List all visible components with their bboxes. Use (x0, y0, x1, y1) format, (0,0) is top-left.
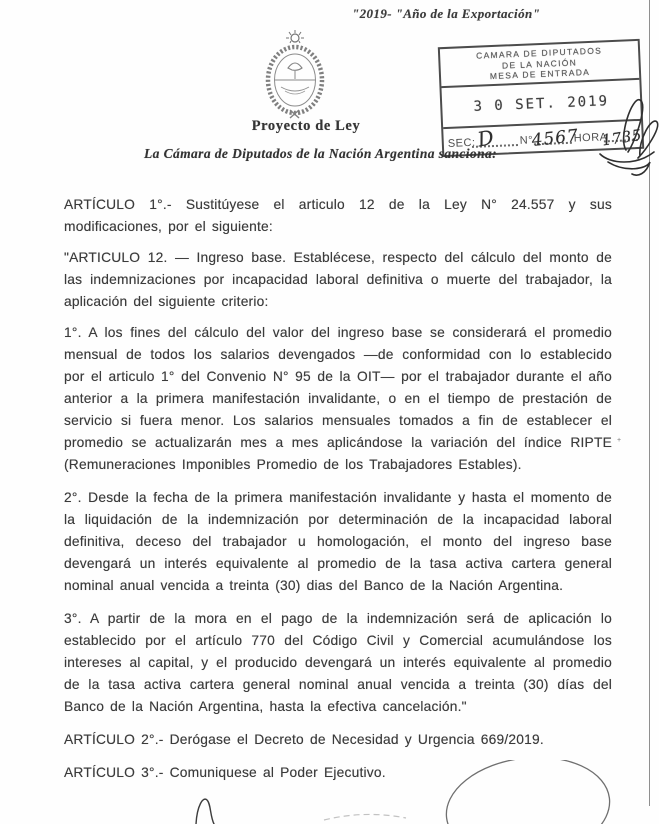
faint-curve-mark (320, 808, 410, 824)
articulo-2-paragraph: ARTÍCULO 2°.- Derógase el Decreto de Necesidad y Urgencia 669/2019. (64, 732, 544, 747)
pen-loop-mark (188, 792, 228, 824)
stamp-office-line1: CAMARA DE DIPUTADOS (475, 45, 603, 61)
criterio-1-paragraph: 1°. A los fines del cálculo del valor del ingreso base se considerará el promedio mensual de todos los salarios devengados —de conformidad con lo establecido por el articulo 1° del Convenio N° 95 de la OIT— por el trabajador durante el año anterior a la primera manifestación invalidante, o en el tiempo de prestación de servicio si fuera menor. Los salarios mensuales tomados a fin de establecer el promedio se actualizarán mes a mes aplicándose la variación del índice RIPTE (Remuneraciones Imponibles Promedio de los Trabajadores Estables). (64, 325, 612, 472)
stamp-date: 3 0 SET. 2019 (441, 79, 641, 128)
scan-speck: + (617, 437, 622, 444)
criterio-3-paragraph: 3°. A partir de la mora en el pago de la indemnización será de aplicación lo establecido por el artículo 770 del Código Civil y Comercial acumulándose los intereses al capital, y el producido devengará un interés equivalente al promedio de la tasa activa cartera general nominal anual vencida a treinta (30) días del Banco de la Nación Argentina, hasta la efectiva cancelación." (64, 611, 612, 714)
handwritten-hora-value: 1735 (600, 125, 644, 149)
articulo-12-intro-paragraph: "ARTICULO 12. — Ingreso base. Establécese, respecto del cálculo del monto de las indemnizaciones por incapacidad laboral definitiva o muerte del trabajador, la aplicación del siguiente criterio: (64, 250, 612, 309)
stamp-num-label: N° (519, 133, 534, 147)
year-motto: "2019- "Año de la Exportación" (352, 6, 541, 21)
articulo-1-paragraph: ARTÍCULO 1°.- Sustitúyese el articulo 12 de la Ley N° 24.557 y sus modificaciones, por el siguiente: (64, 197, 612, 234)
stamp-office-line3: MESA DE ENTRADA (489, 66, 591, 82)
stamp-sec-label: SEC: (447, 136, 476, 150)
signature-oval-scribble (430, 760, 640, 824)
document-title: Proyecto de Ley (251, 118, 361, 134)
document-subtitle: La Cámara de Diputados de la Nación Argentina sanciona: (144, 146, 498, 161)
criterio-2-paragraph: 2°. Desde la fecha de la primera manifestación invalidante y hasta el momento de la liquidación de la indemnización por determinación de la incapacidad laboral definitiva, deceso del trabajador u homologación, el monto del ingreso base devengará un interés equivalente al promedio de la tasa activa cartera general nominal anual vencida a treinta (30) dias del Banco de la Nación Argentina. (64, 490, 612, 593)
handwritten-entry-number: 4567 (530, 125, 580, 151)
handwritten-sec-value: D (475, 124, 496, 152)
stamp-office-line2: DE LA NACIÓN (501, 56, 578, 71)
argentina-coat-of-arms-icon (254, 28, 336, 122)
stamp-hora-label: HORA (573, 130, 608, 145)
articulo-3-paragraph: ARTÍCULO 3°.- Comuniquese al Poder Ejecutivo. (64, 765, 386, 780)
law-body-text (64, 194, 612, 793)
